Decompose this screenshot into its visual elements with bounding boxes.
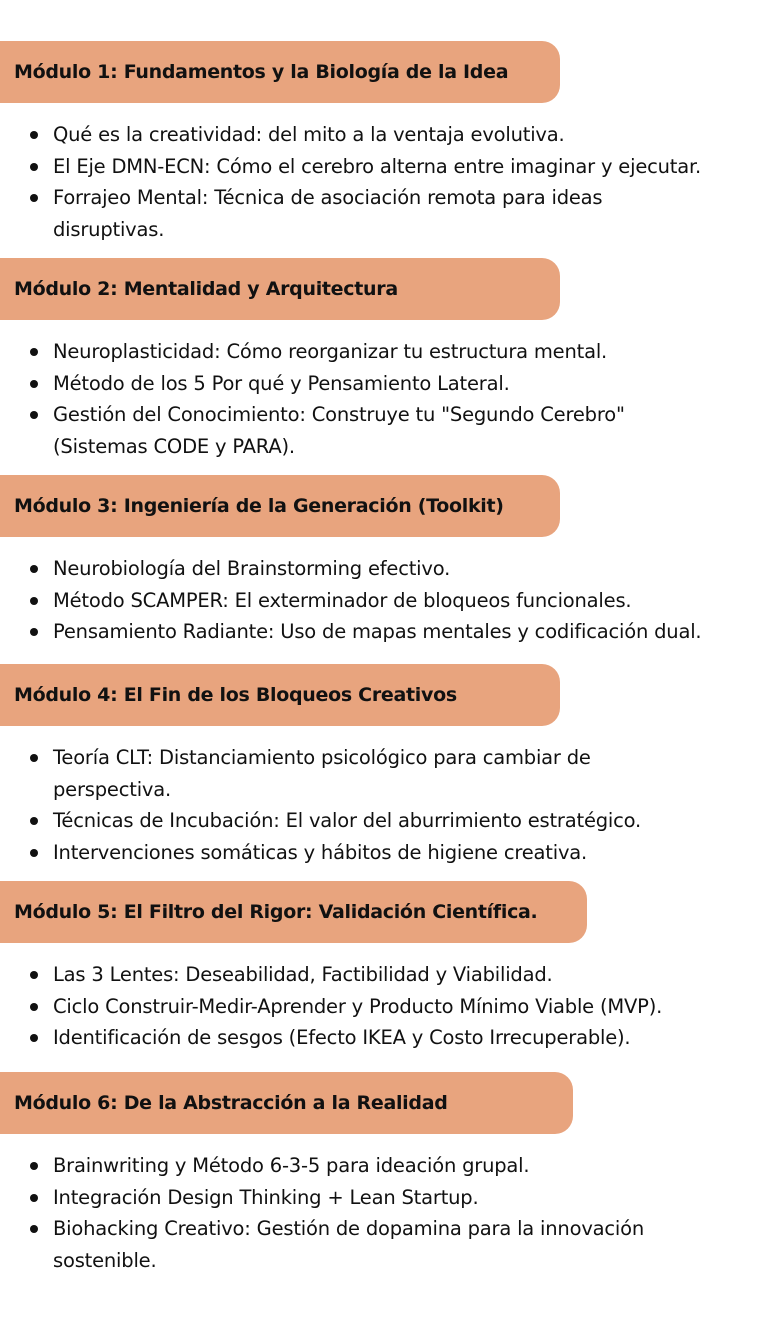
list-item: Identificación de sesgos (Efecto IKEA y Costo Irrecuperable).: [0, 1022, 666, 1054]
list-item: Neurobiología del Brainstorming efectivo.: [0, 553, 705, 585]
module-5-header: [0, 881, 587, 943]
list-item: Técnicas de Incubación: El valor del aburrimiento estratégico.: [0, 805, 687, 837]
module-1-title: Módulo 1: Fundamentos y la Biología de la Idea: [14, 61, 509, 83]
list-item: Gestión del Conocimiento: Construye tu "Segundo Cerebro" (Sistemas CODE y PARA).: [0, 399, 707, 462]
list-item: Ciclo Construir-Medir-Aprender y Producto Mínimo Viable (MVP).: [0, 991, 666, 1023]
list-item: Teoría CLT: Distanciamiento psicológico para cambiar de perspectiva.: [0, 742, 687, 805]
list-item: Brainwriting y Método 6-3-5 para ideación grupal.: [0, 1150, 737, 1182]
list-item: Biohacking Creativo: Gestión de dopamina para la innovación sostenible.: [0, 1213, 737, 1276]
list-item: Neuroplasticidad: Cómo reorganizar tu estructura mental.: [0, 336, 707, 368]
module-3-title: Módulo 3: Ingeniería de la Generación (Toolkit): [14, 495, 504, 517]
module-5-list: [0, 959, 666, 1054]
list-item: Qué es la creatividad: del mito a la ventaja evolutiva.: [0, 119, 705, 151]
module-5-title: Módulo 5: El Filtro del Rigor: Validación Científica.: [14, 901, 538, 923]
module-6-title: Módulo 6: De la Abstracción a la Realidad: [14, 1092, 448, 1114]
module-2-header: [0, 258, 560, 320]
module-3-list: [0, 553, 705, 648]
module-2-list: [0, 336, 707, 462]
module-4-title: Módulo 4: El Fin de los Bloqueos Creativos: [14, 684, 457, 706]
module-3-header: [0, 475, 560, 537]
list-item: Método SCAMPER: El exterminador de bloqueos funcionales.: [0, 585, 705, 617]
module-1-header: [0, 41, 560, 103]
list-item: Las 3 Lentes: Deseabilidad, Factibilidad y Viabilidad.: [0, 959, 666, 991]
module-6-list: [0, 1150, 737, 1276]
module-1-list: [0, 119, 705, 245]
list-item: Método de los 5 Por qué y Pensamiento Lateral.: [0, 368, 707, 400]
module-6-header: [0, 1072, 573, 1134]
list-item: El Eje DMN-ECN: Cómo el cerebro alterna entre imaginar y ejecutar.: [0, 151, 705, 183]
module-2-title: Módulo 2: Mentalidad y Arquitectura: [14, 278, 398, 300]
list-item: Integración Design Thinking + Lean Startup.: [0, 1182, 737, 1214]
list-item: Pensamiento Radiante: Uso de mapas mentales y codificación dual.: [0, 616, 705, 648]
module-4-list: [0, 742, 687, 868]
list-item: Forrajeo Mental: Técnica de asociación remota para ideas disruptivas.: [0, 182, 697, 245]
module-4-header: [0, 664, 560, 726]
list-item: Intervenciones somáticas y hábitos de higiene creativa.: [0, 837, 687, 869]
